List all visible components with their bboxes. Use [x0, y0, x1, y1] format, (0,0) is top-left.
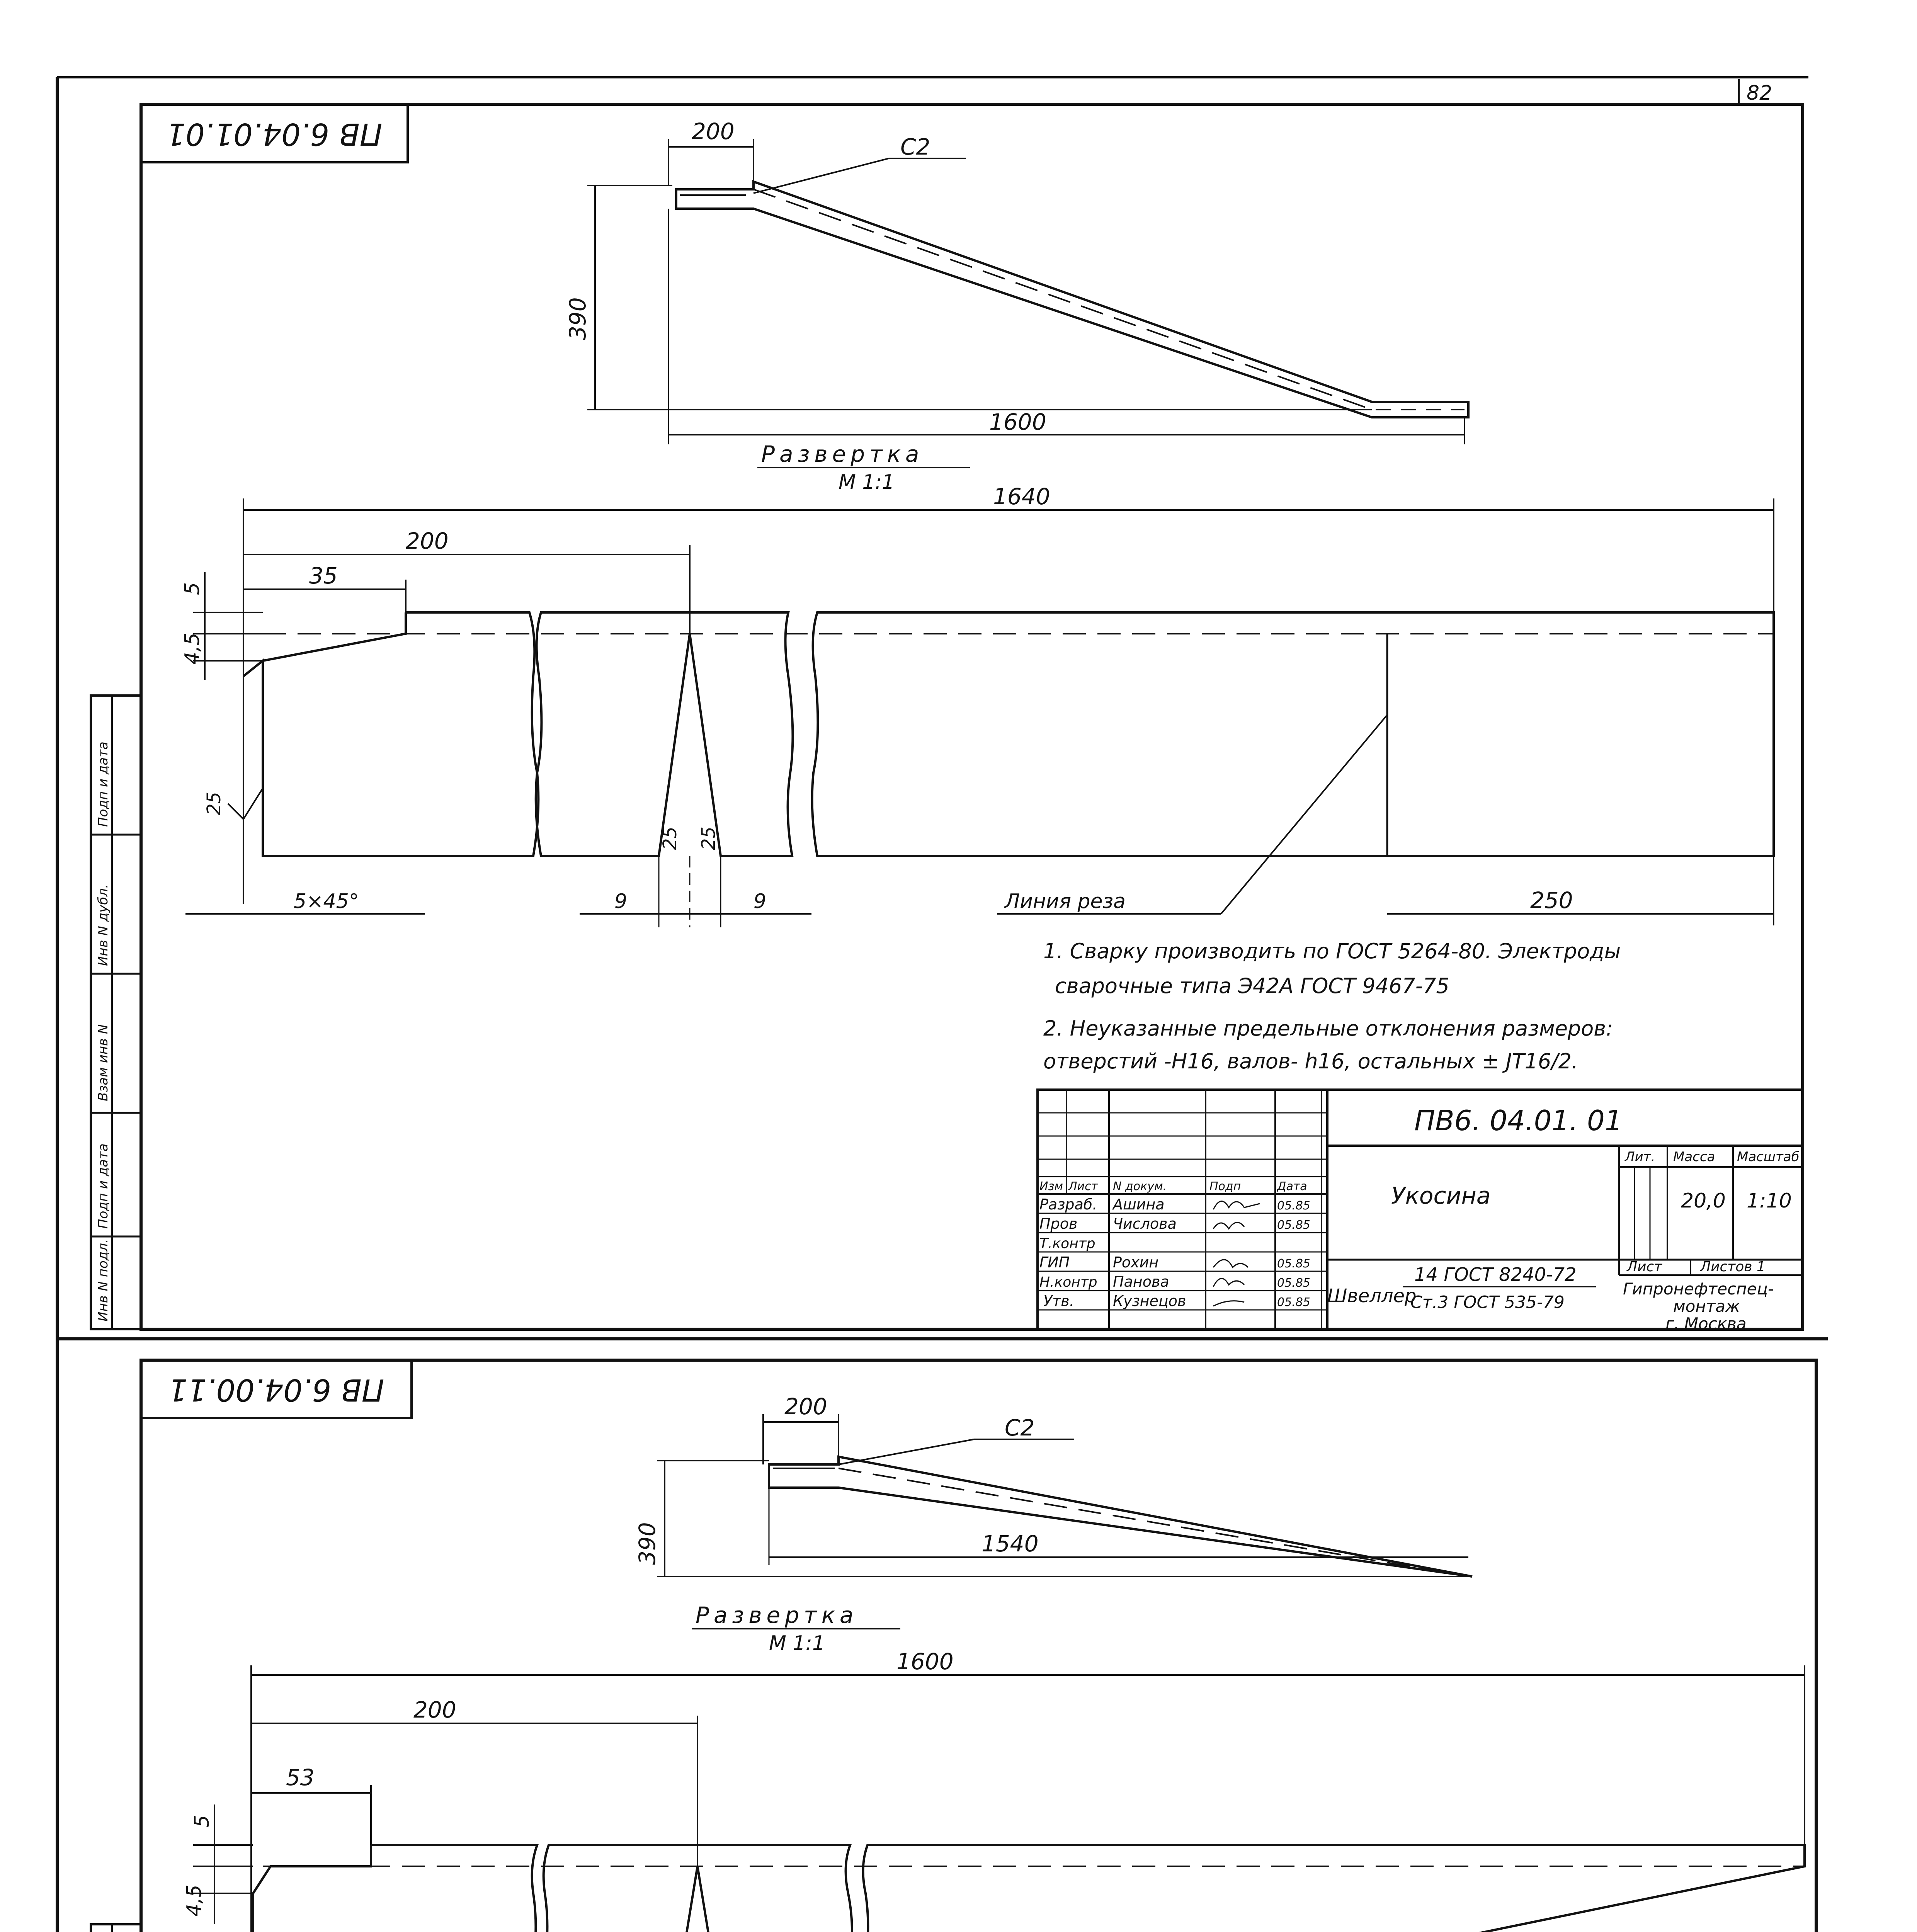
s1-org-1: Гипронефтеспец- — [1623, 1279, 1774, 1298]
s1-dim-9b: 9 — [754, 890, 767, 913]
s1-dim-1640: 1640 — [993, 483, 1050, 510]
s1-mass: 20,0 — [1681, 1189, 1726, 1213]
s1-scale: 1:10 — [1747, 1189, 1792, 1213]
s1-roughness-25: 25 — [203, 791, 225, 815]
stamp-vzam-inv: Взам инв N — [95, 1024, 111, 1101]
s2-razvertka-title: Развертка — [696, 1602, 858, 1628]
stamp-podp-data-2: Подп и дата — [95, 742, 111, 827]
svg-text:ГИП: ГИП — [1039, 1254, 1070, 1271]
sheet2-mirror-code: ПВ 6.04.00.11 — [168, 1372, 384, 1407]
s1-doc-code: ПВ6. 04.01. 01 — [1414, 1104, 1623, 1137]
svg-text:Лист: Лист — [1068, 1180, 1098, 1193]
page-number: 82 — [1747, 82, 1772, 105]
stamp-podp-data-1: Подп и дата — [95, 1143, 111, 1229]
svg-text:Пров: Пров — [1039, 1215, 1078, 1232]
svg-text:Подп: Подп — [1209, 1180, 1241, 1193]
stamp-inv-podl: Инв N подл. — [95, 1239, 111, 1321]
s1-material-prefix: Швеллер — [1327, 1285, 1417, 1307]
svg-text:05.85: 05.85 — [1277, 1218, 1310, 1232]
s2-dim-1540: 1540 — [981, 1531, 1039, 1557]
s2-dim-200-top: 200 — [784, 1393, 827, 1420]
s1-dim-390: 390 — [565, 297, 591, 340]
s1-mass-label: Масса — [1673, 1149, 1715, 1165]
s1-chamfer-label: С2 — [900, 134, 930, 160]
s2-dim-200: 200 — [413, 1697, 456, 1723]
svg-text:Ашина: Ашина — [1113, 1196, 1165, 1213]
svg-text:05.85: 05.85 — [1277, 1199, 1310, 1213]
s2-dim-4-5: 4,5 — [183, 1884, 206, 1917]
svg-text:Дата: Дата — [1277, 1180, 1307, 1193]
s1-dim-200-top: 200 — [692, 118, 735, 145]
s1-dim-1600: 1600 — [989, 409, 1046, 435]
s1-material-1: 14 ГОСТ 8240-72 — [1414, 1264, 1577, 1286]
s1-chamfer-dim: 5×45° — [294, 890, 359, 913]
sheet1-notes — [1043, 939, 1621, 1073]
s1-note-2b: отверстий -Н16, валов- h16, остальных ± JT16/2. — [1043, 1049, 1579, 1073]
s2-dim-53: 53 — [286, 1764, 315, 1791]
s1-part-name: Укосина — [1391, 1182, 1491, 1209]
sheet2-development-view — [183, 1648, 1805, 1932]
sheet1-mirror-code: ПВ 6.04.01.01 — [166, 116, 383, 151]
s1-sheets-label: Листов 1 — [1700, 1259, 1766, 1275]
s1-dim-4-5: 4,5 — [181, 633, 204, 665]
svg-text:N докум.: N докум. — [1113, 1180, 1167, 1193]
stamp-inv-dubl: Инв N дубл. — [95, 884, 111, 966]
s1-scale-label: Масштаб — [1737, 1149, 1800, 1165]
svg-text:Кузнецов: Кузнецов — [1113, 1293, 1186, 1310]
s1-razvertka-title: Развертка — [761, 441, 924, 467]
svg-text:Числова: Числова — [1113, 1215, 1177, 1232]
svg-text:Н.контр: Н.контр — [1039, 1274, 1097, 1290]
s1-note-1b: сварочные типа Э42А ГОСТ 9467-75 — [1055, 974, 1449, 998]
svg-text:05.85: 05.85 — [1277, 1276, 1310, 1290]
s1-dim-200: 200 — [406, 528, 449, 554]
s2-dim-5: 5 — [191, 1815, 214, 1828]
s2-dim-390: 390 — [634, 1522, 660, 1565]
s1-org-3: г. Москва — [1665, 1314, 1747, 1333]
side-stamp-column — [91, 696, 141, 1932]
svg-text:05.85: 05.85 — [1277, 1296, 1310, 1309]
svg-text:05.85: 05.85 — [1277, 1257, 1310, 1270]
svg-text:Рохин: Рохин — [1113, 1254, 1159, 1271]
s1-roughness-25c: 25 — [698, 826, 720, 850]
sheet1-assembly-view — [565, 118, 1468, 444]
s1-razvertka-scale: М 1:1 — [839, 471, 895, 494]
svg-text:Панова: Панова — [1113, 1273, 1169, 1290]
sheet1-development-view — [181, 483, 1774, 927]
s1-dim-250: 250 — [1530, 887, 1573, 913]
sheet1-title-block — [1038, 1090, 1803, 1333]
svg-text:Утв.: Утв. — [1043, 1293, 1074, 1310]
s1-note-2a: 2. Неуказанные предельные отклонения размеров: — [1043, 1016, 1613, 1041]
s1-sheet-label: Лист — [1627, 1259, 1662, 1275]
s1-dim-35: 35 — [309, 563, 338, 589]
s1-cut-line-label: Линия реза — [1005, 890, 1126, 913]
s1-lit-label: Лит. — [1625, 1149, 1655, 1165]
svg-text:Разраб.: Разраб. — [1039, 1196, 1097, 1213]
s1-note-1a: 1. Сварку производить по ГОСТ 5264-80. Электроды — [1043, 939, 1621, 963]
svg-text:Изм: Изм — [1039, 1180, 1063, 1193]
s2-razvertka-scale: М 1:1 — [769, 1632, 825, 1655]
s2-chamfer-label: С2 — [1005, 1415, 1035, 1441]
s1-material-2: Ст.3 ГОСТ 535-79 — [1410, 1293, 1565, 1312]
s1-org-2: монтаж — [1673, 1297, 1740, 1316]
svg-text:Т.контр: Т.контр — [1039, 1236, 1095, 1252]
s2-dim-1600: 1600 — [896, 1648, 954, 1675]
s1-roughness-25b: 25 — [659, 826, 681, 850]
s1-dim-9a: 9 — [614, 890, 628, 913]
s1-dim-5: 5 — [181, 582, 204, 595]
sheet2-assembly-view — [634, 1393, 1472, 1577]
